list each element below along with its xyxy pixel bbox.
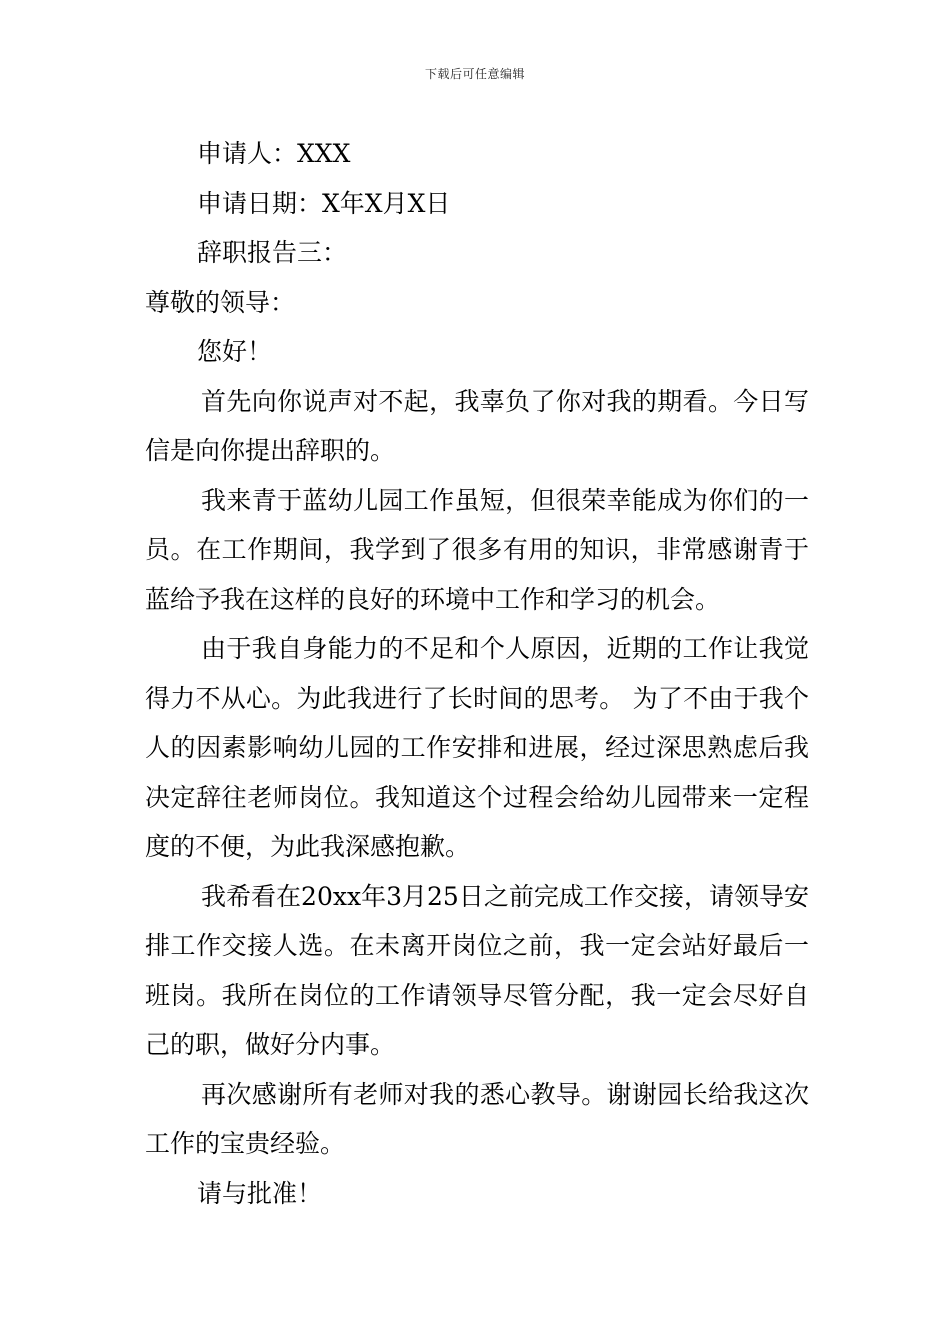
paragraph-gratitude: 我来青于蓝幼儿园工作虽短，但很荣幸能成为你们的一员。在工作期间，我学到了很多有用的知识，非常感谢青于蓝给予我在这样的良好的环境中工作和学习的机会。 xyxy=(145,485,809,614)
document-body xyxy=(145,129,809,1218)
date-line: 申请日期：X年X月X日 xyxy=(197,188,451,218)
closing-line: 请与批准！ xyxy=(197,1178,323,1208)
paragraph-handover: 我希看在20xx年3月25日之前完成工作交接，请领导安排工作交接人选。在未离开岗位之前，我一定会站好最后一班岗。我所在岗位的工作请领导尽管分配，我一定会尽好自己的职，做好分内事。 xyxy=(145,881,809,1059)
applicant-line: 申请人：XXX xyxy=(197,139,351,168)
paragraph-thanks: 再次感谢所有老师对我的悉心教导。谢谢园长给我这次工作的宝贵经验。 xyxy=(145,1079,809,1158)
paragraph-reason: 由于我自身能力的不足和个人原因，近期的工作让我觉得力不从心。为此我进行了长时间的思考。 为了不由于我个人的因素影响幼儿园的工作安排和进展，经过深思熟虑后我决定辞往老师岗位。我知道这个过程会给幼儿园带来一定程度的不便，为此我深感抱歉。 xyxy=(145,634,809,861)
salutation: 尊敬的领导： xyxy=(145,287,296,317)
greeting: 您好！ xyxy=(197,337,273,366)
paragraph-apology: 首先向你说声对不起，我辜负了你对我的期看。今日写信是向你提出辞职的。 xyxy=(145,386,809,465)
section-title: 辞职报告三： xyxy=(197,238,348,267)
page-header-note: 下载后可任意编辑 xyxy=(424,67,525,81)
